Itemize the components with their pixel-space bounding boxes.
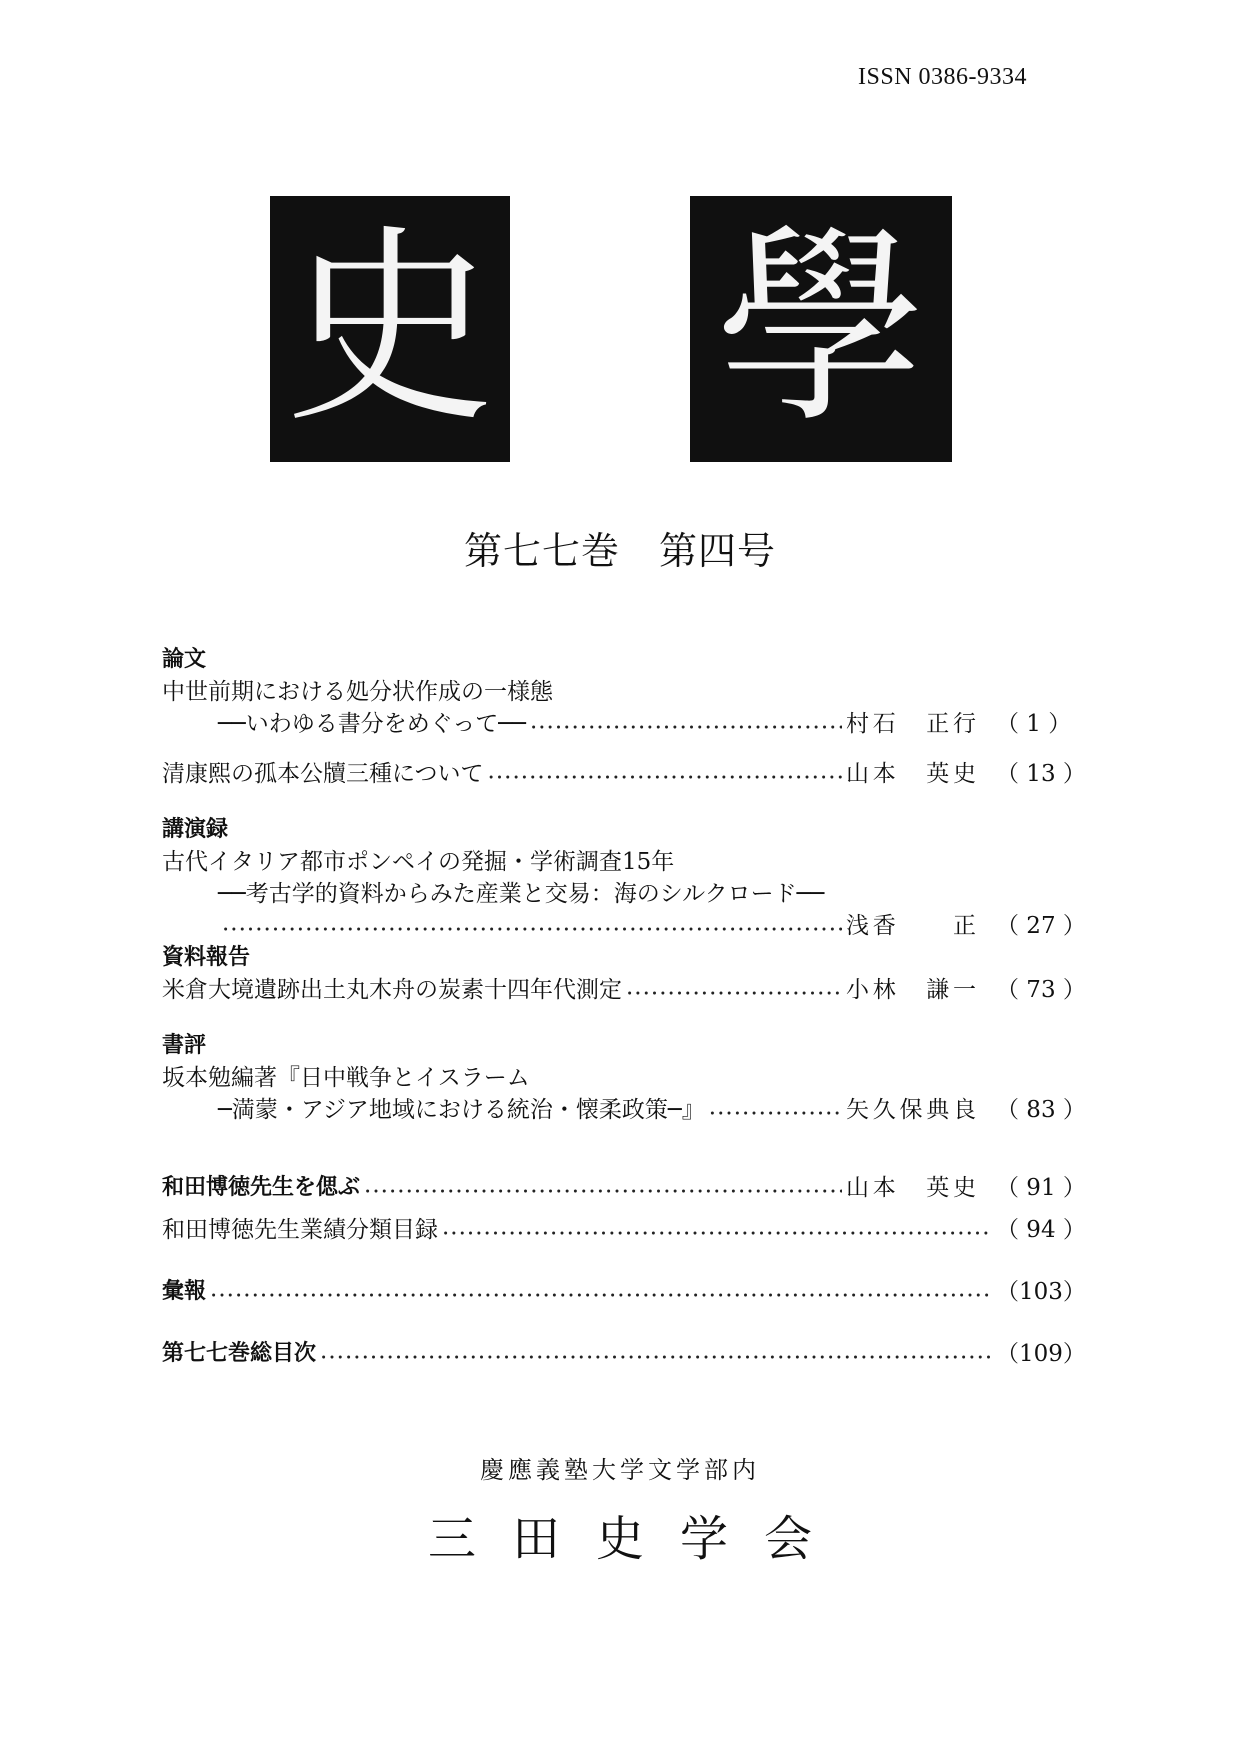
entry-title: 彙報 xyxy=(162,1279,207,1304)
toc-entry-5[interactable] xyxy=(162,1094,1086,1126)
title-char-shi: 史 xyxy=(284,206,495,451)
entry-title: 坂本勉編著『日中戦争とイスラーム xyxy=(162,1065,530,1091)
toc-entry-4[interactable] xyxy=(162,974,1086,1006)
table-of-contents xyxy=(162,644,1086,1370)
section-heading-shiryou: 資料報告 xyxy=(162,945,251,970)
toc-entry-6[interactable] xyxy=(162,1172,1086,1204)
toc-entry-3[interactable] xyxy=(162,910,1086,942)
issn-number: ISSN 0386-9334 xyxy=(858,64,1028,90)
leader-dots xyxy=(210,1284,992,1308)
entry-title: 和田博徳先生業績分類目録 xyxy=(162,1217,438,1243)
toc-entry-8[interactable] xyxy=(162,1276,1086,1308)
publisher-affiliation: 慶應義塾大学文学部内 xyxy=(480,1456,760,1484)
entry-page: （ 91 ） xyxy=(996,1175,1086,1201)
entry-author: 山本 英史 xyxy=(846,1175,976,1201)
title-char-gaku: 學 xyxy=(715,206,926,451)
entry-author: 山本 英史 xyxy=(846,761,976,787)
entry-author: 浅香 正 xyxy=(846,913,976,939)
toc-entry-7[interactable] xyxy=(162,1214,1086,1246)
volume-number: 第七七巻 第四号 xyxy=(463,529,776,573)
leader-dots xyxy=(320,1346,992,1370)
entry-title: 第七七巻総目次 xyxy=(162,1341,317,1366)
entry-title: 和田博徳先生を偲ぶ xyxy=(162,1175,361,1200)
publisher-name: 三田史学会 xyxy=(427,1511,848,1567)
entry-page: （ 83 ） xyxy=(996,1097,1086,1123)
toc-entry-3-title xyxy=(162,846,1062,878)
leader-dots xyxy=(222,918,842,942)
entry-author: 小林 謙一 xyxy=(846,977,976,1003)
entry-title: 清康熙の孤本公牘三種について xyxy=(162,761,484,787)
leader-dots xyxy=(709,1102,842,1126)
entry-title: 米倉大境遺跡出土丸木舟の炭素十四年代測定 xyxy=(162,977,622,1003)
entry-author: 村石 正行 xyxy=(846,711,976,737)
toc-entry-9[interactable] xyxy=(162,1338,1086,1370)
entry-title: 中世前期における処分状作成の一様態 xyxy=(162,679,553,705)
entry-page: （ 73 ） xyxy=(996,977,1086,1003)
entry-page: （ 1 ） xyxy=(996,711,1072,737)
entry-page: （103） xyxy=(996,1279,1086,1305)
entry-title: 古代イタリア都市ポンペイの発掘・学術調査15年 xyxy=(162,849,675,875)
toc-entry-3-subtitle xyxy=(162,878,1062,910)
entry-page: （ 13 ） xyxy=(996,761,1086,787)
entry-page: （ 94 ） xyxy=(996,1217,1086,1243)
section-heading-ronbun: 論文 xyxy=(162,647,207,672)
section-heading-kouenroku: 講演録 xyxy=(162,817,229,842)
entry-subtitle: ─満蒙・アジア地域における統治・懐柔政策─』 xyxy=(218,1097,705,1123)
leader-dots xyxy=(488,766,842,790)
toc-entry-5-title xyxy=(162,1062,1062,1094)
entry-subtitle: ──いわゆる書分をめぐって── xyxy=(218,711,526,737)
leader-dots xyxy=(442,1222,992,1246)
toc-entry-1-title xyxy=(162,676,1062,708)
leader-dots xyxy=(530,716,842,740)
entry-page: （109） xyxy=(996,1341,1086,1367)
entry-author: 矢久保典良 xyxy=(846,1097,976,1123)
entry-subtitle: ──考古学的資料からみた産業と交易：海のシルクロード── xyxy=(218,881,825,907)
title-block-gaku xyxy=(690,196,952,462)
leader-dots xyxy=(364,1180,842,1204)
entry-page: （ 27 ） xyxy=(996,913,1086,939)
title-block-shi xyxy=(270,196,510,462)
toc-entry-2[interactable] xyxy=(162,758,1086,790)
toc-entry-1[interactable] xyxy=(162,708,1072,740)
leader-dots xyxy=(626,982,842,1006)
section-heading-shohyou: 書評 xyxy=(162,1033,207,1058)
